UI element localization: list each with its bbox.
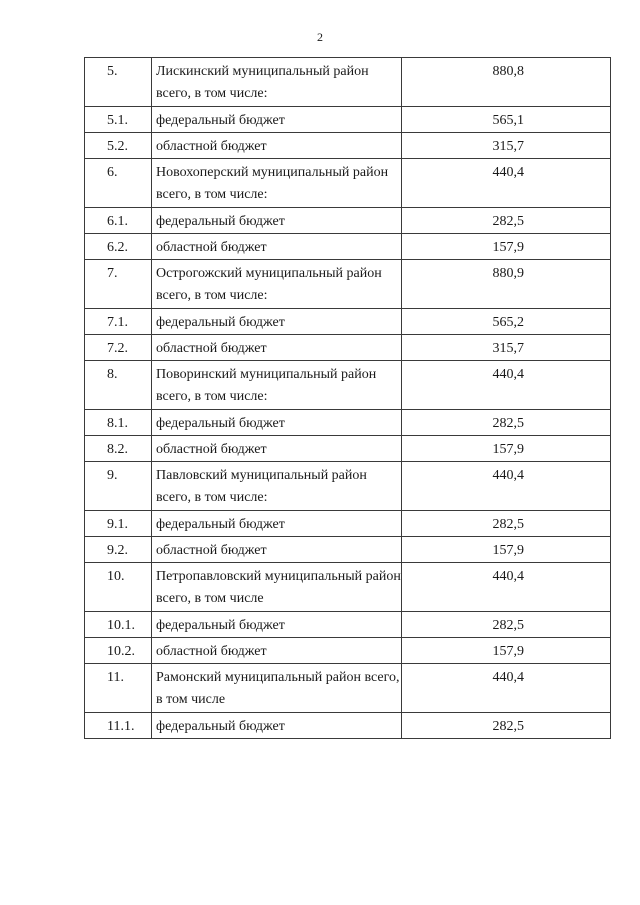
row-name: Лискинский муниципальный район всего, в том числе: (152, 58, 402, 107)
row-number: 9.2. (85, 537, 152, 563)
table-row (85, 410, 611, 436)
row-value: 315,7 (402, 133, 611, 159)
row-value: 157,9 (402, 436, 611, 462)
row-name: федеральный бюджет (152, 107, 402, 133)
row-number: 5. (85, 58, 152, 107)
row-value: 565,2 (402, 309, 611, 335)
table-row (85, 208, 611, 234)
row-name: федеральный бюджет (152, 511, 402, 537)
table-row (85, 537, 611, 563)
page-number: 2 (317, 30, 323, 44)
row-value: 565,1 (402, 107, 611, 133)
table-row (85, 638, 611, 664)
row-number: 7. (85, 260, 152, 309)
row-value: 440,4 (402, 462, 611, 511)
table-row (85, 462, 611, 511)
row-number: 7.1. (85, 309, 152, 335)
row-value: 282,5 (402, 612, 611, 638)
row-value: 282,5 (402, 208, 611, 234)
row-number: 10.2. (85, 638, 152, 664)
table-row (85, 260, 611, 309)
row-name: областной бюджет (152, 234, 402, 260)
table-row (85, 133, 611, 159)
table-row (85, 436, 611, 462)
row-value: 880,9 (402, 260, 611, 309)
row-number: 6.1. (85, 208, 152, 234)
row-number: 9. (85, 462, 152, 511)
row-number: 11. (85, 664, 152, 713)
row-value: 440,4 (402, 159, 611, 208)
row-name: Поворинский муниципальный район всего, в том числе: (152, 361, 402, 410)
row-name: федеральный бюджет (152, 208, 402, 234)
table-row (85, 159, 611, 208)
table-row (85, 511, 611, 537)
row-number: 9.1. (85, 511, 152, 537)
row-number: 5.1. (85, 107, 152, 133)
row-name: Петропавловский муниципальный район всего, в том числе (152, 563, 402, 612)
row-value: 157,9 (402, 638, 611, 664)
table-row (85, 335, 611, 361)
row-name: федеральный бюджет (152, 713, 402, 739)
table-row (85, 612, 611, 638)
row-number: 8. (85, 361, 152, 410)
row-value: 315,7 (402, 335, 611, 361)
row-name: областной бюджет (152, 436, 402, 462)
row-name: федеральный бюджет (152, 612, 402, 638)
row-name: областной бюджет (152, 133, 402, 159)
table-row (85, 234, 611, 260)
row-name: Рамонский муниципальный район всего, в том числе (152, 664, 402, 713)
table-row (85, 107, 611, 133)
table-row (85, 309, 611, 335)
row-number: 7.2. (85, 335, 152, 361)
row-name: областной бюджет (152, 638, 402, 664)
row-name: Павловский муниципальный район всего, в том числе: (152, 462, 402, 511)
row-name: федеральный бюджет (152, 309, 402, 335)
table-row (85, 563, 611, 612)
row-value: 440,4 (402, 361, 611, 410)
row-value: 440,4 (402, 664, 611, 713)
table-row (85, 664, 611, 713)
table-row (85, 361, 611, 410)
row-value: 282,5 (402, 511, 611, 537)
row-number: 10. (85, 563, 152, 612)
row-number: 10.1. (85, 612, 152, 638)
row-value: 880,8 (402, 58, 611, 107)
row-name: областной бюджет (152, 335, 402, 361)
table-row (85, 58, 611, 107)
row-number: 8.1. (85, 410, 152, 436)
row-value: 157,9 (402, 537, 611, 563)
row-value: 440,4 (402, 563, 611, 612)
row-name: Новохоперский муниципальный район всего, в том числе: (152, 159, 402, 208)
row-number: 6.2. (85, 234, 152, 260)
row-value: 157,9 (402, 234, 611, 260)
budget-table (84, 57, 611, 739)
table-row (85, 713, 611, 739)
row-number: 5.2. (85, 133, 152, 159)
row-value: 282,5 (402, 713, 611, 739)
row-name: областной бюджет (152, 537, 402, 563)
row-name: федеральный бюджет (152, 410, 402, 436)
row-number: 8.2. (85, 436, 152, 462)
row-value: 282,5 (402, 410, 611, 436)
row-number: 6. (85, 159, 152, 208)
row-name: Острогожский муниципальный район всего, в том числе: (152, 260, 402, 309)
row-number: 11.1. (85, 713, 152, 739)
